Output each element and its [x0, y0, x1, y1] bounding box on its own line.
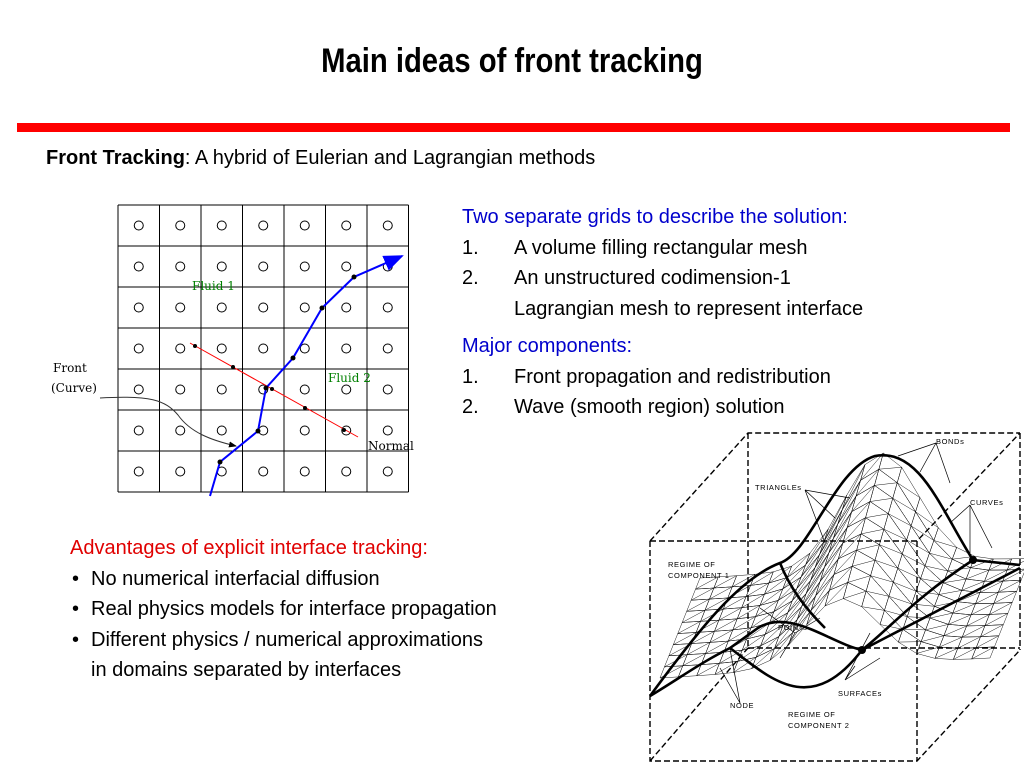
advantages-heading: Advantages of explicit interface tracking:	[70, 537, 428, 559]
front-pointer-arrow	[100, 397, 236, 446]
mesh-node	[300, 221, 309, 230]
normal-label: Normal	[368, 439, 414, 453]
bullet-text: in domains separated by interfaces	[91, 659, 402, 681]
mesh-node	[134, 467, 143, 476]
bullet-item	[70, 625, 497, 656]
mesh-node	[134, 385, 143, 394]
list-item-continued	[462, 294, 863, 325]
mesh-node	[259, 344, 268, 353]
list-number: 1.	[462, 365, 479, 388]
list-text: A volume filling rectangular mesh	[514, 236, 808, 259]
normal-line	[190, 343, 358, 437]
mesh-node	[134, 262, 143, 271]
mesh-node	[383, 344, 392, 353]
slide-title: Main ideas of front tracking	[321, 42, 703, 80]
triangles-label: TRIANGLEs	[755, 483, 802, 492]
points-label: POINTs	[778, 623, 808, 632]
front-label: Front	[53, 361, 87, 375]
surfaces-label: SURFACEs	[838, 689, 882, 698]
regime2-label-line1: REGIME OF	[788, 710, 836, 719]
list-text: An unstructured codimension-1	[514, 267, 791, 289]
node-label: NODE	[730, 701, 755, 710]
mesh-node	[176, 221, 185, 230]
surface-mesh-diagram	[640, 428, 1024, 768]
subtitle-bold: Front Tracking	[46, 147, 185, 169]
mesh-node	[342, 344, 351, 353]
mesh-node	[134, 344, 143, 353]
mesh-node	[176, 467, 185, 476]
mesh-node	[342, 221, 351, 230]
mesh-node	[176, 426, 185, 435]
regime2-label-line2: COMPONENT 2	[788, 721, 850, 730]
mesh-node	[176, 262, 185, 271]
mesh-node	[300, 344, 309, 353]
front-grid-diagram	[40, 200, 420, 500]
components-block	[462, 331, 831, 423]
list-number: 1.	[462, 236, 479, 259]
regime1-label-line1: REGIME OF	[668, 560, 716, 569]
fluid2-label: Fluid 2	[328, 371, 371, 385]
mesh-node	[383, 467, 392, 476]
list-item	[462, 362, 831, 393]
mesh-node	[259, 467, 268, 476]
front-curve	[210, 256, 402, 496]
mesh-node	[259, 221, 268, 230]
bullet-dot: •	[72, 567, 80, 590]
mesh-node	[134, 426, 143, 435]
mesh-node	[342, 303, 351, 312]
bullet-item	[70, 594, 497, 625]
mesh-node	[176, 303, 185, 312]
list-item	[462, 233, 863, 264]
bullet-dot: •	[72, 598, 80, 620]
bullet-dot: •	[72, 628, 80, 651]
grids-block	[462, 202, 863, 324]
bullet-text: Different physics / numerical approximations	[91, 628, 484, 651]
mesh-node	[259, 303, 268, 312]
title-divider	[17, 123, 1010, 132]
mesh-node	[383, 426, 392, 435]
bullet-item-continued	[70, 655, 497, 686]
mesh-node	[217, 426, 226, 435]
subtitle	[46, 147, 595, 170]
grids-heading: Two separate grids to describe the solution:	[462, 206, 848, 228]
list-number: 2.	[462, 396, 479, 418]
mesh-node	[217, 303, 226, 312]
list-text: Lagrangian mesh to represent interface	[514, 297, 864, 320]
fluid1-label: Fluid 1	[192, 279, 235, 293]
front-curve-label: (Curve)	[51, 381, 97, 395]
mesh-node	[300, 385, 309, 394]
mesh-node	[300, 467, 309, 476]
bonds-label: BONDs	[936, 437, 965, 446]
curves-label: CURVEs	[970, 498, 1004, 507]
mesh-node	[176, 385, 185, 394]
subtitle-rest: : A hybrid of Eulerian and Lagrangian methods	[184, 147, 596, 169]
mesh-node	[217, 344, 226, 353]
components-heading: Major components:	[462, 335, 633, 357]
mesh-node	[300, 262, 309, 271]
mesh-node	[342, 467, 351, 476]
mesh-node	[383, 221, 392, 230]
bullet-text: No numerical interfacial diffusion	[91, 567, 380, 590]
mesh-node	[176, 344, 185, 353]
mesh-node	[217, 385, 226, 394]
regime1-label-line2: COMPONENT 1	[668, 571, 730, 580]
list-number: 2.	[462, 267, 479, 289]
list-item	[462, 392, 831, 423]
list-text: Front propagation and redistribution	[514, 365, 831, 388]
mesh-node	[383, 385, 392, 394]
advantages-block	[70, 533, 497, 686]
mesh-node	[134, 303, 143, 312]
bullet-item	[70, 564, 497, 595]
mesh-node	[134, 221, 143, 230]
mesh-node	[217, 262, 226, 271]
mesh-node	[383, 303, 392, 312]
mesh-nodes	[134, 221, 392, 476]
mesh-node	[300, 426, 309, 435]
bullet-text: Real physics models for interface propagation	[91, 598, 497, 620]
mesh-node	[300, 303, 309, 312]
mesh-node	[342, 385, 351, 394]
list-item	[462, 263, 863, 294]
list-text: Wave (smooth region) solution	[514, 396, 785, 418]
mesh-node	[259, 262, 268, 271]
mesh-node	[217, 221, 226, 230]
mesh-node	[342, 262, 351, 271]
